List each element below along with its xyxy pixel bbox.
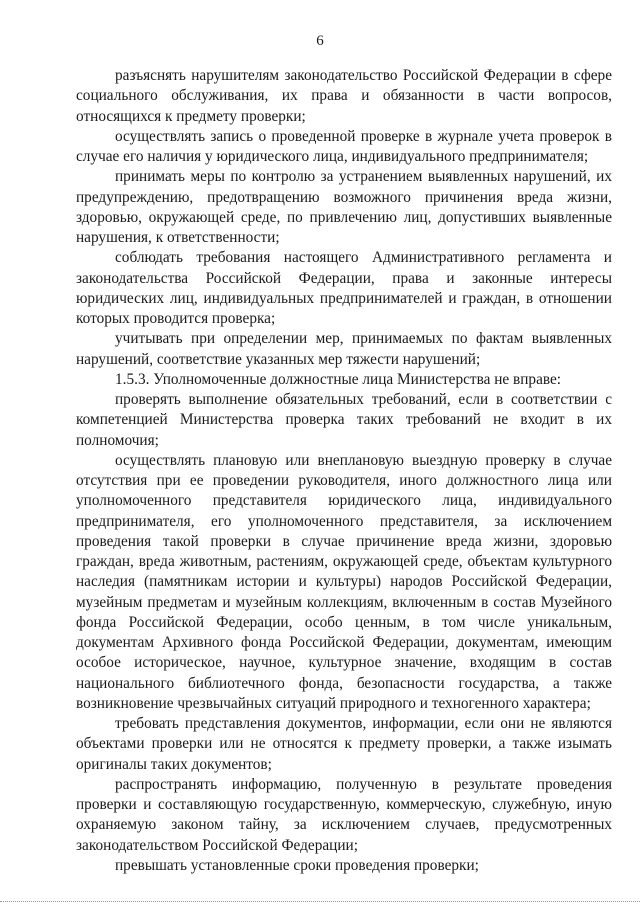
paragraph-exceed-deadlines: превышать установленные сроки проведения проверки; (115, 856, 479, 874)
paragraph-record-inspection: осуществлять запись о проведенной проверке в журнале учета проверок в случае его наличия у юридического лица, индивидуального предпринимателя; (76, 127, 612, 165)
paragraph-disclose-information: распространять информацию, полученную в результате проведения проверки и составляющую государственную, коммерческую, служебную, иную охраняемую законом тайну, за исключением случаев, предусмотренных законодательством Российской Федерации; (76, 775, 612, 854)
section-heading-1-5-3: 1.5.3. Уполномоченные должностные лица Министерства не вправе: (115, 370, 562, 388)
paragraph-take-measures: принимать меры по контролю за устранением выявленных нарушений, их предупреждению, предотвращению возможного причинения вреда жизни, здоровью, окружающей среде, по привлечению лиц, допустивших выявленные нарушения, к ответственности; (76, 168, 612, 246)
paragraph-explain-legislation: разъяснять нарушителям законодательство Российской Федерации в сфере социального обслуживания, их права и обязанности в части вопросов, относящихся к предмету проверки; (76, 67, 612, 125)
document-body (76, 66, 612, 876)
paragraph-request-documents: требовать представления документов, информации, если они не являются объектами проверки или не относятся к предмету проверки, а также изымать оригиналы таких документов; (76, 715, 612, 773)
paragraph-consider-measures: учитывать при определении мер, принимаемых по фактам выявленных нарушений, соответствие указанных мер тяжести нарушений; (76, 330, 612, 368)
page-number: 6 (316, 33, 324, 49)
scan-bottom-edge (0, 901, 640, 902)
paragraph-comply-requirements: соблюдать требования настоящего Административного регламента и законодательства Российской Федерации, права и законные интересы юридических лиц, индивидуальных предпринимателей и граждан, в отношении которых проводится проверка; (76, 249, 612, 327)
paragraph-verify-requirements: проверять выполнение обязательных требований, если в соответствии с компетенцией Министерства проверка таких требований не входит в их полномочия; (76, 391, 612, 449)
paragraph-onsite-inspection: осуществлять плановую или внеплановую выездную проверку в случае отсутствия при ее проведении руководителя, иного должностного лица или уполномоченного представителя юридического лица, индивидуального предпринимателя, его уполномоченного представителя, за исключением проведения такой проверки в случае причинение вреда жизни, здоровью граждан, вреда животным, растениям, окружающей среде, объектам культурного наследия (памятникам истории и культуры) народов Российской Федерации, музейным предметам и музейным коллекциям, включенным в состав Музейного фонда Российской Федерации, особо ценным, в том числе уникальным, документам Архивного фонда Российской Федерации, документам, имеющим особое историческое, научное, культурное значение, входящим в состав национального библиотечного фонда, безопасности государства, а также возникновение чрезвычайных ситуаций природного и техногенного характера; (76, 451, 612, 712)
